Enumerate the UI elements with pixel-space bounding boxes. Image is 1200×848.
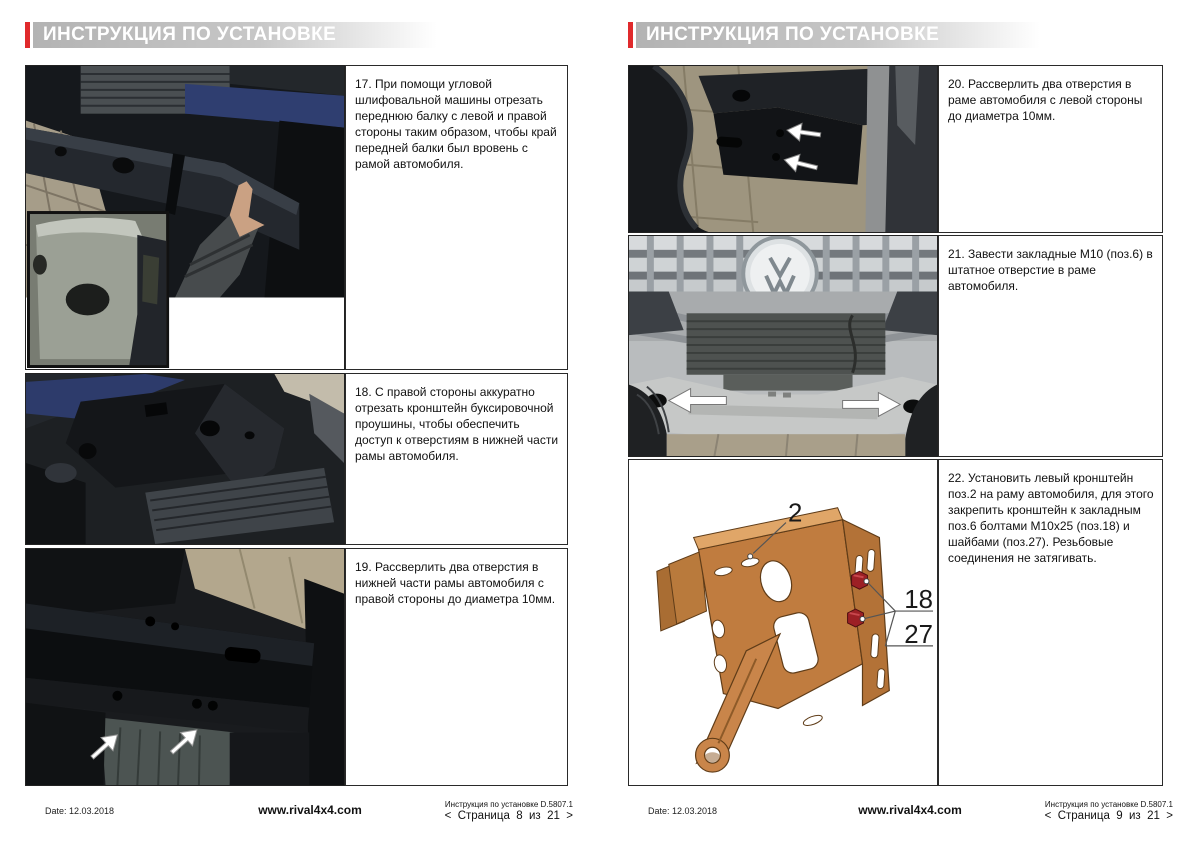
step-18-instruction: 18. С правой стороны аккуратно отрезать кронштейн буксировочной проушины, чтобы обеспечить доступ к отверстиям в нижней части рамы автомобиля. [355,385,559,463]
tow-bracket-photo-illustration [26,374,344,544]
inset-closeup-photo [27,211,169,368]
drill-holes-photo-illustration [26,549,344,785]
step-18-text [345,373,568,545]
page1-header-title: ИНСТРУКЦИЯ ПО УСТАНОВКЕ [33,22,445,48]
step-19-photo [25,548,345,786]
step-19-text [345,548,568,786]
vw-grille-photo-illustration [629,236,937,456]
step-22-diagram [628,459,938,786]
page2-footer-pageinfo [998,800,1173,823]
step-20-photo [628,65,938,233]
page1-footer-pageinfo [398,800,573,823]
page1-footer-pagenum: < Страница 8 из 21 > [444,810,573,822]
step-22-text [938,459,1163,786]
cut-beam-photo-illustration [26,66,344,369]
step-21-photo [628,235,938,457]
page2-footer-website: www.rival4x4.com [858,803,962,817]
page2-header-title: ИНСТРУКЦИЯ ПО УСТАНОВКЕ [636,22,1048,48]
page2-footer-pagenum: < Страница 9 из 21 > [1044,810,1173,822]
callout-label-bolt: 18 [904,586,934,615]
page1-footer-doc: Инструкция по установке D.5807.1 [444,800,573,809]
bracket-cad-illustration [629,460,937,785]
page2-footer-doc: Инструкция по установке D.5807.1 [1044,800,1173,809]
step-17-photo [25,65,345,370]
page1-footer-date: Date: 12.03.2018 [45,806,115,816]
step-21-text [938,235,1163,457]
step-17-instruction: 17. При помощи угловой шлифовальной машины отрезать переднюю балку с левой и правой стороны таким образом, чтобы край передней балки был вровень с рамой автомобиля. [355,77,557,171]
page2-header [628,22,1048,48]
step-18-photo [25,373,345,545]
step-19-instruction: 19. Рассверлить два отверстия в нижней части рамы автомобиля с правой стороны до диаметра 10мм. [355,560,556,606]
left-frame-holes-photo-illustration [629,66,937,232]
header-red-accent [25,22,30,48]
callout-label-washer: 27 [904,620,934,649]
callout-label-bracket: 2 [787,499,803,528]
step-20-instruction: 20. Рассверлить два отверстия в раме автомобиля с левой стороны до диаметра 10мм. [948,77,1143,123]
step-21-instruction: 21. Завести закладные М10 (поз.6) в штатное отверстие в раме автомобиля. [948,247,1153,293]
step-17-text [345,65,568,370]
page1-footer-website: www.rival4x4.com [258,803,362,817]
step-20-text [938,65,1163,233]
page1-header [25,22,445,48]
step-22-instruction: 22. Установить левый кронштейн поз.2 на раму автомобиля, для этого закрепить кронштейн к закладным поз.6 болтами М10х25 (поз.18) и шайбами (поз.27). Резьбовые соединения не затягивать. [948,471,1154,565]
header-red-accent [628,22,633,48]
page2-footer-date: Date: 12.03.2018 [648,806,718,816]
